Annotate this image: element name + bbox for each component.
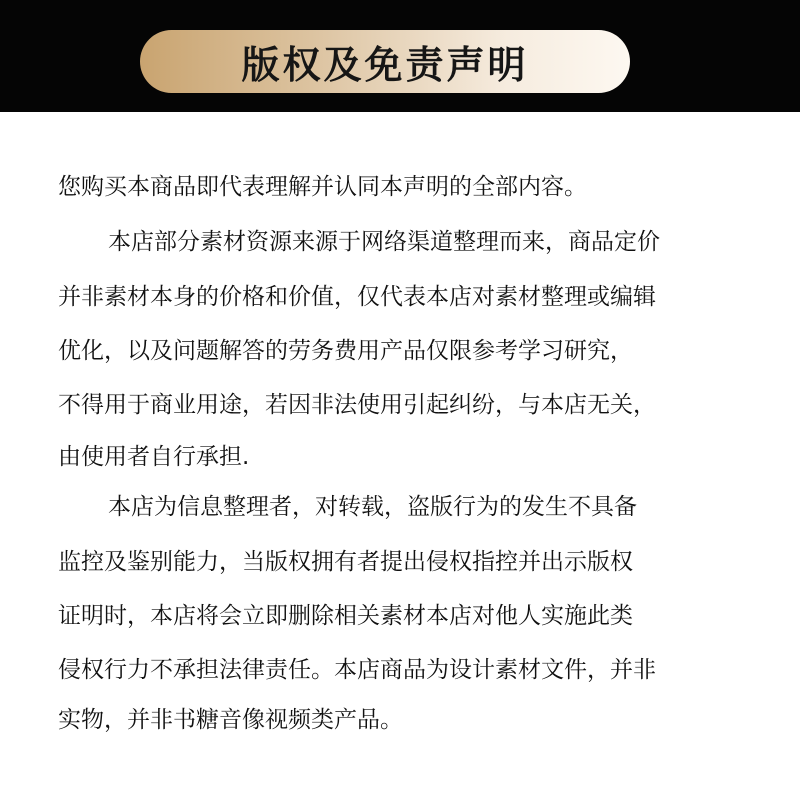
text-line: 侵权行力不承担法律责任。本店商品为设计素材文件，并非	[58, 657, 656, 683]
text-line: 由使用者自行承担.	[58, 444, 250, 470]
text-line: 您购买本商品即代表理解并认同本声明的全部内容。	[58, 174, 587, 200]
text-line: 本店部分素材资源来源于网络渠道整理而来，商品定价	[108, 229, 660, 255]
title-banner	[140, 30, 630, 93]
text-line: 优化，以及问题解答的劳务费用产品仅限参考学习研究，	[58, 338, 633, 364]
text-line: 不得用于商业用途，若因非法使用引起纠纷，与本店无关，	[58, 392, 656, 418]
text-line: 并非素材本身的价格和价值，仅代表本店对素材整理或编辑	[58, 284, 656, 310]
page-title: 版权及免责声明	[241, 43, 529, 87]
text-line: 实物，并非书糖音像视频类产品。	[58, 707, 403, 733]
text-line: 证明时，本店将会立即删除相关素材本店对他人实施此类	[58, 603, 633, 629]
text-line: 本店为信息整理者，对转载，盗版行为的发生不具备	[108, 494, 637, 520]
header-band	[0, 0, 800, 112]
text-line: 监控及鉴别能力，当版权拥有者提出侵权指控并出示版权	[58, 549, 633, 575]
